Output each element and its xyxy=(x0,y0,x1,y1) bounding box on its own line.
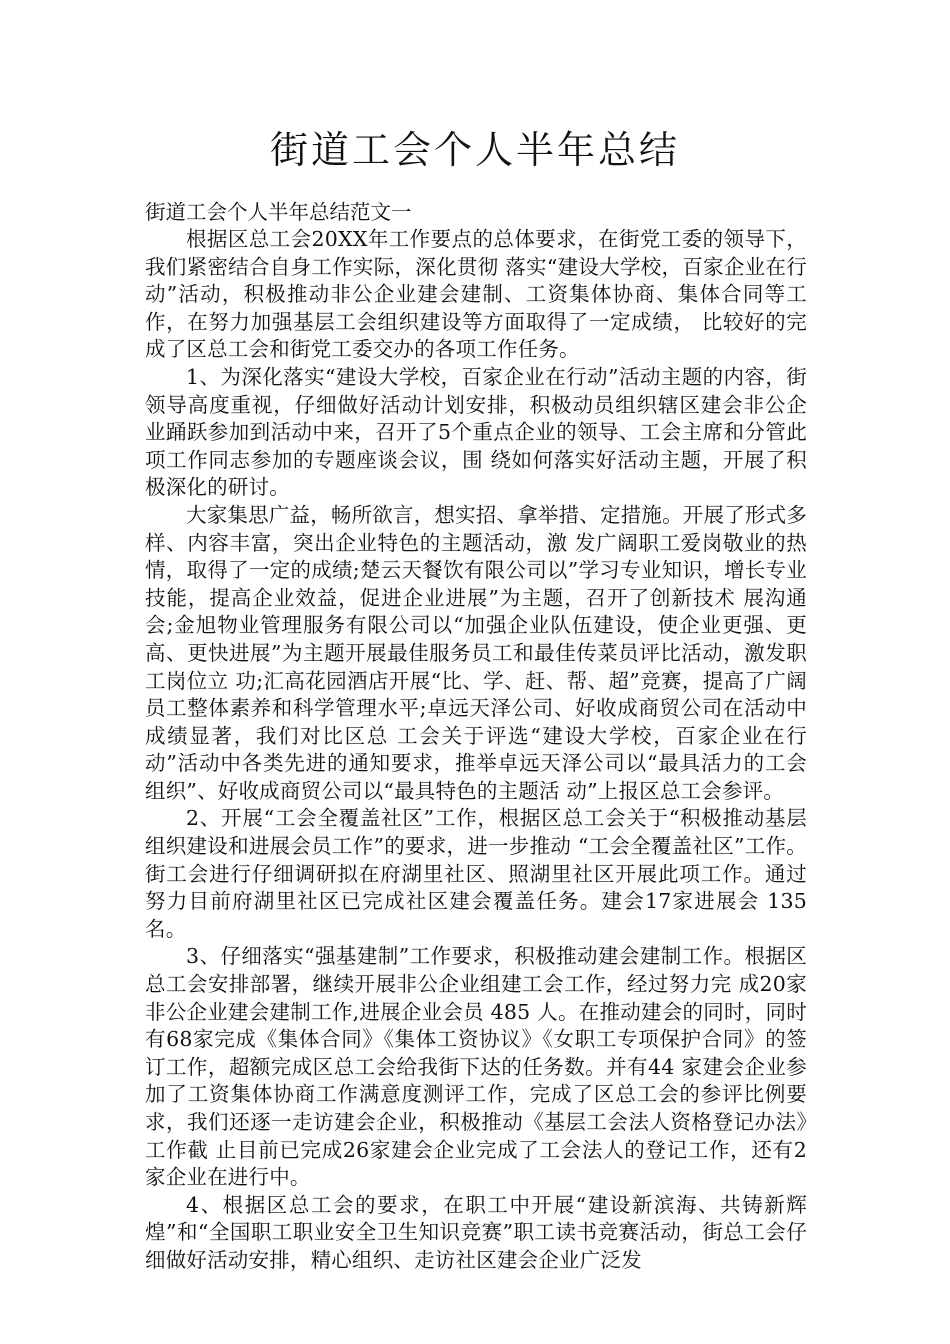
paragraph-1-continued: 大家集思广益，畅所欲言，想实招、拿举措、定措施。开展了形式多样、内容丰富，突出企业特色的主题活动，激 发广阔职工爱岗敬业的热情，取得了一定的成绩;楚云天餐饮有限公司以”学习专业知识，增长专业技能，提高企业效益，促进企业进展”为主题，召开了创新技术 展沟通会;金旭物业管理服务有限公司以“加强企业队伍建设，使企业更强、更高、更快进展”为主题开展最佳服务员工和最佳传菜员评比活动，激发职工岗位立 功;汇高花园酒店开展“比、学、赶、帮、超”竞赛，提高了广阔员工整体素养和科学管理水平;卓远天泽公司、好收成商贸公司在活动中成绩显著，我们对比区总 工会关于评选“建设大学校，百家企业在行动”活动中各类先进的通知要求，推举卓远天泽公司以“最具活力的工会组织”、好收成商贸公司以“最具特色的主题活 动”上报区总工会参评。 xyxy=(145,502,807,803)
document-title: 街道工会个人半年总结 xyxy=(269,128,680,172)
paragraph-1: 1、为深化落实“建设大学校，百家企业在行动”活动主题的内容，街领导高度重视，仔细做好活动计划安排，积极动员组织辖区建会非公企业踊跃参加到活动中来，召开了5个重点企业的领导、工会主席和分管此项工作同志参加的专题座谈会议，围 绕如何落实好活动主题，开展了积极深化的研讨。 xyxy=(145,364,807,500)
paragraph-2: 2、开展“工会全覆盖社区”工作，根据区总工会关于“积极推动基层组织建设和进展会员工作”的要求，进一步推动 “工会全覆盖社区”工作。街工会进行仔细调研拟在府湖里社区、照湖里社区开展此项工作。通过努力目前府湖里社区已完成社区建会覆盖任务。建会17家进展会 135名。 xyxy=(145,806,807,941)
paragraph-3: 3、仔细落实“强基建制”工作要求，积极推动建会建制工作。根据区总工会安排部署，继续开展非公企业组建工会工作，经过努力完 成20家非公企业建会建制工作,进展企业会员 485 人。在推动建会的同时，同时有68家完成《集体合同》《集体工资协议》《女职工专项保护合同》的签订工作，超额完成区总工会给我街下达的任务数。并有44 家建会企业参加了工资集体协商工作满意度测评工作，完成了区总工会的参评比例要求，我们还逐一走访建会企业，积极推动《基层工会法人资格登记办法》工作截 止目前已完成26家建会企业完成了工会法人的登记工作，还有2家企业在进行中。 xyxy=(145,944,807,1190)
paragraph-4: 4、根据区总工会的要求，在职工中开展“建设新滨海、共铸新辉煌”和“全国职工职业安全卫生知识竞赛”职工读书竞赛活动，街总工会仔细做好活动安排，精心组织、走访社区建会企业广泛发 xyxy=(145,1192,807,1272)
document-body xyxy=(145,198,807,1275)
paragraph-intro: 根据区总工会20XX年工作要点的总体要求，在街党工委的领导下，我们紧密结合自身工作实际，深化贯彻 落实“建设大学校，百家企业在行动”活动，积极推动非公企业建会建制、工资集体协商、集体合同等工作，在努力加强基层工会组织建设等方面取得了一定成绩， 比较好的完成了区总工会和街党工委交办的各项工作任务。 xyxy=(145,227,807,362)
document-subtitle: 街道工会个人半年总结范文一 xyxy=(145,200,412,224)
